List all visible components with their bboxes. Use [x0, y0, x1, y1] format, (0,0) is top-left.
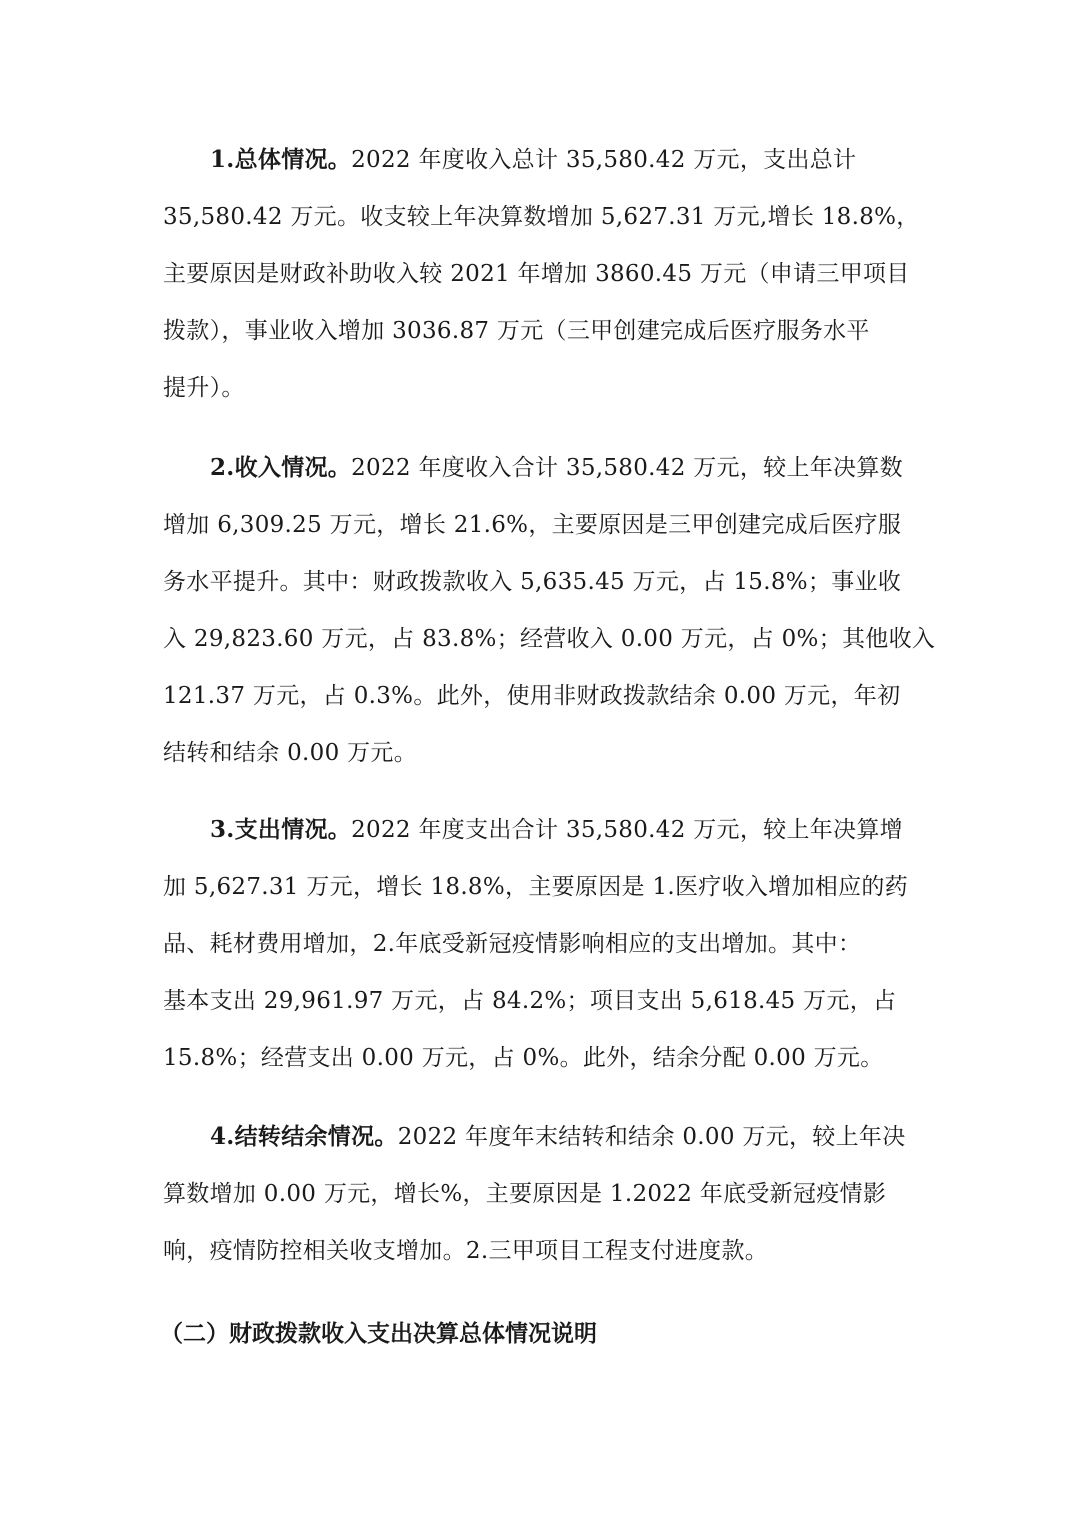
paragraph-carryover	[163, 1108, 913, 1280]
paragraph-text: 2022 年度年末结转和结余 0.00 万元，较上年决	[397, 1124, 906, 1150]
paragraph-line: 121.37 万元，占 0.3%。此外，使用非财政拨款结余 0.00 万元，年初	[163, 683, 901, 709]
paragraph-income	[163, 439, 936, 782]
paragraph-lead-overall: 1.总体情况。	[210, 146, 352, 173]
paragraph-line	[163, 1108, 913, 1166]
paragraph-line: 35,580.42 万元。收支较上年决算数增加 5,627.31 万元,增长 18.8%，	[163, 204, 920, 230]
paragraph-line: 15.8%；经营支出 0.00 万元，占 0%。此外，结余分配 0.00 万元。	[163, 1045, 884, 1071]
section-heading: （二）财政拨款收入支出决算总体情况说明	[160, 1320, 597, 1347]
paragraph-line: 拨款），事业收入增加 3036.87 万元（三甲创建完成后医疗服务水平	[163, 318, 870, 344]
paragraph-text: 2022 年度收入合计 35,580.42 万元，较上年决算数	[351, 455, 903, 481]
paragraph-line: 务水平提升。其中：财政拨款收入 5,635.45 万元，占 15.8%；事业收	[163, 569, 902, 595]
paragraph-line	[163, 131, 913, 189]
paragraph-overall	[163, 131, 920, 417]
paragraph-text: 2022 年度支出合计 35,580.42 万元，较上年决算增	[351, 817, 903, 843]
paragraph-lead-income: 2.收入情况。	[210, 454, 352, 481]
paragraph-lead-expenditure: 3.支出情况。	[210, 816, 352, 843]
paragraph-line	[163, 801, 913, 859]
paragraph-text: 2022 年度收入总计 35,580.42 万元，支出总计	[351, 147, 857, 173]
paragraph-line: 加 5,627.31 万元，增长 18.8%，主要原因是 1.医疗收入增加相应的药	[163, 874, 908, 900]
paragraph-line: 基本支出 29,961.97 万元，占 84.2%；项目支出 5,618.45 万元，占	[163, 988, 897, 1014]
paragraph-line: 结转和结余 0.00 万元。	[163, 740, 418, 766]
paragraph-line: 提升）。	[163, 375, 245, 401]
paragraph-line: 品、耗材费用增加，2.年底受新冠疫情影响相应的支出增加。其中：	[163, 931, 862, 957]
paragraph-line: 算数增加 0.00 万元，增长%，主要原因是 1.2022 年底受新冠疫情影	[163, 1181, 887, 1207]
paragraph-line: 入 29,823.60 万元，占 83.8%；经营收入 0.00 万元，占 0%；其他收入	[163, 626, 936, 652]
paragraph-line: 响，疫情防控相关收支增加。2.三甲项目工程支付进度款。	[163, 1238, 769, 1264]
paragraph-lead-carryover: 4.结转结余情况。	[210, 1123, 398, 1150]
paragraph-line	[163, 439, 913, 497]
paragraph-line: 主要原因是财政补助收入较 2021 年增加 3860.45 万元（申请三甲项目	[163, 261, 910, 287]
paragraph-line: 增加 6,309.25 万元，增长 21.6%，主要原因是三甲创建完成后医疗服	[163, 512, 902, 538]
paragraph-expenditure	[163, 801, 913, 1087]
